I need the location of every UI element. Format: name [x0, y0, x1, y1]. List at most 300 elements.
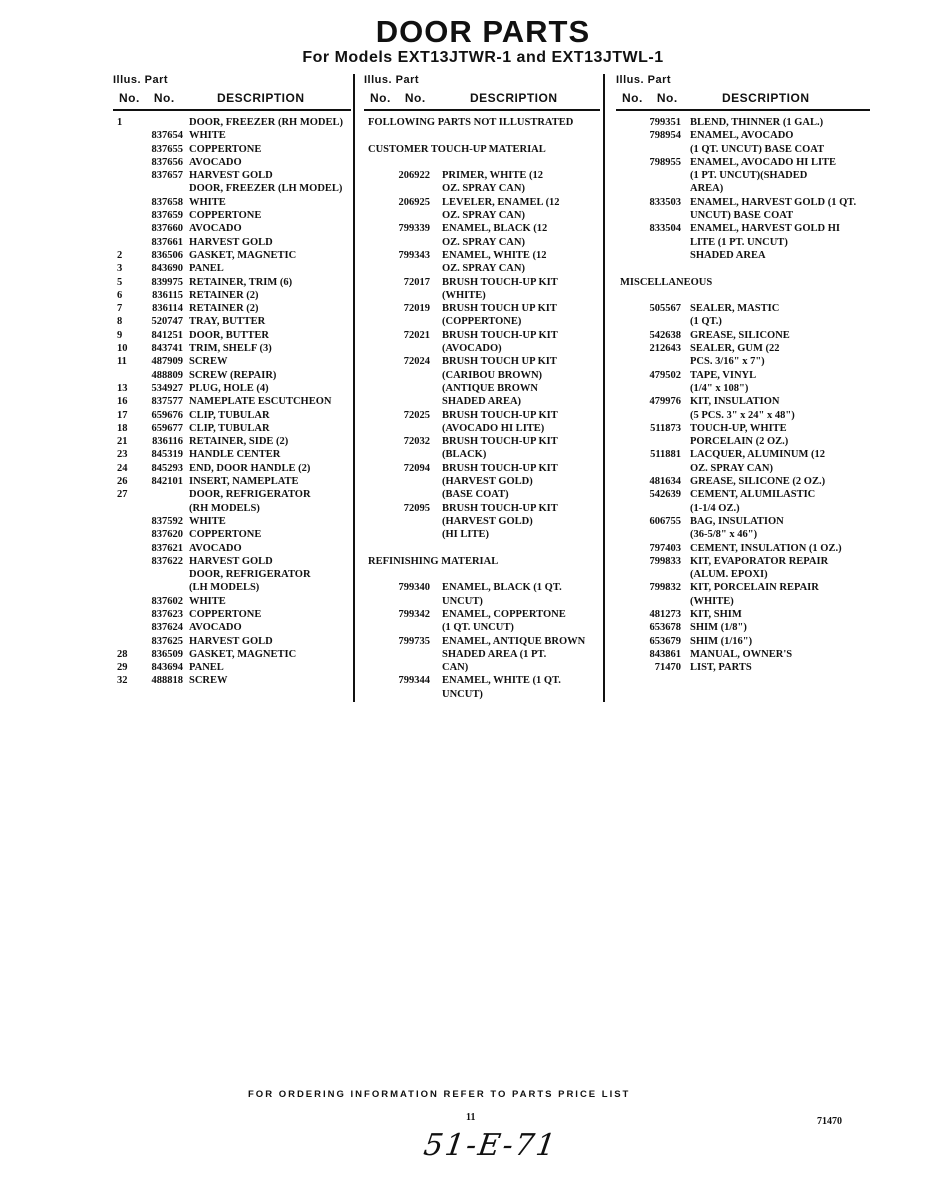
part-number: 837602 — [151, 595, 183, 607]
part-description: BRUSH TOUCH-UP KIT — [442, 502, 558, 514]
parts-row — [364, 169, 600, 182]
part-number: 843861 — [649, 648, 681, 660]
parts-row — [364, 249, 600, 262]
part-description: PANEL — [189, 662, 224, 674]
part-number: 837658 — [151, 196, 183, 208]
part-number: 72024 — [403, 356, 430, 368]
header-illus: Illus. — [616, 74, 645, 86]
part-description: SCREW — [189, 356, 228, 368]
parts-row — [113, 169, 351, 182]
parts-row — [113, 116, 351, 129]
part-description: END, DOOR HANDLE (2) — [189, 462, 311, 474]
illus-number: 24 — [117, 462, 128, 474]
illus-number: 27 — [117, 489, 128, 501]
parts-row — [364, 289, 600, 302]
part-number: 837577 — [151, 396, 183, 408]
illus-number: 7 — [117, 303, 123, 315]
part-description: (1/4" x 108") — [690, 382, 749, 394]
parts-row — [113, 289, 351, 302]
part-number: 542639 — [649, 489, 681, 501]
part-number: 799832 — [649, 582, 681, 594]
illus-number: 10 — [117, 343, 128, 355]
part-description: GASKET, MAGNETIC — [189, 648, 297, 660]
parts-column-2 — [364, 73, 600, 701]
parts-row — [113, 329, 351, 342]
part-description: DOOR, REFRIGERATOR — [189, 569, 311, 581]
part-description: INSERT, NAMEPLATE — [189, 476, 299, 488]
part-number: 520747 — [151, 316, 183, 328]
parts-row — [616, 448, 870, 461]
section-heading — [364, 116, 600, 143]
part-description: ENAMEL, HARVEST GOLD (1 QT. — [690, 196, 857, 208]
parts-row — [113, 635, 351, 648]
part-description: AVOCADO — [189, 156, 242, 168]
column-header — [616, 73, 870, 111]
parts-row — [616, 156, 870, 169]
parts-row — [113, 156, 351, 169]
part-description: OZ. SPRAY CAN) — [442, 263, 525, 275]
parts-row — [364, 502, 600, 515]
illus-number: 28 — [117, 648, 128, 660]
part-description: CAN) — [442, 662, 469, 674]
part-number: 481634 — [649, 476, 681, 488]
illus-number: 32 — [117, 675, 128, 687]
parts-row — [113, 621, 351, 634]
part-number: 505567 — [649, 303, 681, 315]
part-description: KIT, INSULATION — [690, 396, 780, 408]
part-number: 479976 — [649, 396, 681, 408]
part-number: 799343 — [398, 249, 430, 261]
parts-row — [113, 595, 351, 608]
part-description: GREASE, SILICONE (2 OZ.) — [690, 476, 826, 488]
part-number: 606755 — [649, 515, 681, 527]
parts-row — [616, 355, 870, 368]
part-number: 799735 — [398, 635, 430, 647]
parts-row — [616, 222, 870, 235]
part-number: 72094 — [403, 462, 430, 474]
part-description: LEVELER, ENAMEL (12 — [442, 196, 560, 208]
part-number: 511881 — [650, 449, 681, 461]
parts-row — [113, 369, 351, 382]
part-number: 799344 — [398, 675, 430, 687]
parts-row — [364, 621, 600, 634]
part-number: 837622 — [151, 555, 183, 567]
section-heading — [616, 276, 870, 303]
parts-row — [113, 302, 351, 315]
part-description: RETAINER (2) — [189, 289, 259, 301]
part-number: 837592 — [151, 515, 183, 527]
part-number: 799339 — [398, 223, 430, 235]
part-description: (LH MODELS) — [189, 582, 260, 594]
parts-row — [616, 209, 870, 222]
part-number: 843741 — [151, 343, 183, 355]
parts-row — [364, 608, 600, 621]
parts-row — [113, 661, 351, 674]
part-description: ENAMEL, AVOCADO — [690, 130, 794, 142]
parts-row — [364, 674, 600, 687]
part-number: 836506 — [151, 249, 183, 261]
part-description: TRIM, SHELF (3) — [189, 343, 272, 355]
part-description: UNCUT) BASE COAT — [690, 210, 794, 222]
part-number: 837656 — [151, 156, 183, 168]
parts-row — [616, 302, 870, 315]
part-description: SHADED AREA — [690, 249, 766, 261]
part-description: (1-1/4 OZ.) — [690, 502, 740, 514]
parts-row — [113, 462, 351, 475]
part-description: OZ. SPRAY CAN) — [442, 183, 525, 195]
parts-row — [364, 462, 600, 475]
page-subtitle: For Models EXT13JTWR-1 and EXT13JTWL-1 — [302, 49, 664, 66]
parts-row — [113, 236, 351, 249]
part-description: HARVEST GOLD — [189, 555, 273, 567]
part-description: AREA) — [690, 183, 724, 195]
parts-row — [364, 302, 600, 315]
part-description: (AVOCADO HI LITE) — [442, 422, 545, 434]
parts-row — [616, 116, 870, 129]
part-number: 837655 — [151, 143, 183, 155]
part-description: AVOCADO — [189, 542, 242, 554]
part-description: ENAMEL, BLACK (12 — [442, 223, 548, 235]
parts-row — [616, 342, 870, 355]
part-description: ENAMEL, COPPERTONE — [442, 608, 566, 620]
part-number: 797403 — [649, 542, 681, 554]
parts-row — [364, 395, 600, 408]
section-heading — [364, 555, 600, 582]
parts-row — [113, 315, 351, 328]
parts-row — [113, 355, 351, 368]
illus-number: 5 — [117, 276, 123, 288]
part-number: 798954 — [649, 130, 681, 142]
illus-number: 13 — [117, 382, 128, 394]
part-number: 659677 — [151, 422, 183, 434]
part-number: 799340 — [398, 582, 430, 594]
part-number: 841251 — [151, 329, 183, 341]
part-number: 837621 — [151, 542, 183, 554]
parts-row — [113, 502, 351, 515]
section-heading-text: REFINISHING MATERIAL — [368, 555, 499, 567]
part-description: BRUSH TOUCH-UP KIT — [442, 276, 558, 288]
part-description: ENAMEL, WHITE (1 QT. — [442, 675, 561, 687]
header-line-2 — [622, 91, 810, 105]
part-description: NAMEPLATE ESCUTCHEON — [189, 396, 332, 408]
illus-number: 21 — [117, 436, 128, 448]
parts-row — [113, 515, 351, 528]
parts-row — [113, 648, 351, 661]
part-description: LACQUER, ALUMINUM (12 — [690, 449, 826, 461]
part-number: 837659 — [151, 210, 183, 222]
header-description: DESCRIPTION — [722, 91, 810, 105]
part-description: CEMENT, ALUMILASTIC — [690, 489, 816, 501]
parts-list — [616, 111, 870, 674]
parts-row — [113, 262, 351, 275]
part-description: PORCELAIN (2 OZ.) — [690, 436, 789, 448]
header-illus: Illus. — [364, 74, 393, 86]
part-description: BRUSH TOUCH-UP KIT — [442, 462, 558, 474]
section-heading-text: CUSTOMER TOUCH-UP MATERIAL — [368, 143, 546, 155]
illus-number: 8 — [117, 316, 123, 328]
header-line-1 — [113, 74, 168, 86]
part-description: PCS. 3/16" x 7") — [690, 356, 765, 368]
parts-row — [113, 448, 351, 461]
part-description: ENAMEL, BLACK (1 QT. — [442, 582, 562, 594]
parts-row — [113, 475, 351, 488]
part-number: 653678 — [649, 622, 681, 634]
part-description: RETAINER (2) — [189, 303, 259, 315]
parts-row — [113, 674, 351, 687]
part-number: 837620 — [151, 529, 183, 541]
part-number: 479502 — [649, 369, 681, 381]
part-description: COPPERTONE — [189, 608, 262, 620]
part-description: SHIM (1/8") — [690, 622, 747, 634]
part-description: (COPPERTONE) — [442, 316, 522, 328]
part-description: ENAMEL, HARVEST GOLD HI — [690, 223, 840, 235]
parts-row — [113, 488, 351, 501]
part-description: OZ. SPRAY CAN) — [442, 210, 525, 222]
part-number: 836116 — [152, 436, 183, 448]
part-description: SHIM (1/16") — [690, 635, 753, 647]
parts-row — [616, 515, 870, 528]
column-divider — [603, 74, 605, 702]
part-number: 842101 — [151, 476, 183, 488]
header-part: Part — [144, 74, 169, 86]
part-number: 488818 — [151, 675, 183, 687]
part-description: CLIP, TUBULAR — [189, 409, 270, 421]
parts-row — [364, 196, 600, 209]
parts-row — [616, 488, 870, 501]
parts-row — [364, 355, 600, 368]
parts-row — [113, 435, 351, 448]
illus-number: 2 — [117, 249, 123, 261]
parts-row — [616, 462, 870, 475]
parts-row — [616, 182, 870, 195]
parts-row — [113, 528, 351, 541]
part-description: (BASE COAT) — [442, 489, 509, 501]
parts-row — [364, 448, 600, 461]
part-number: 72032 — [403, 436, 430, 448]
parts-row — [364, 688, 600, 701]
parts-row — [616, 236, 870, 249]
part-description: RETAINER, SIDE (2) — [189, 436, 289, 448]
part-description: (AVOCADO) — [442, 343, 502, 355]
part-description: UNCUT) — [442, 595, 483, 607]
part-number: 837654 — [151, 130, 183, 142]
part-number: 799342 — [398, 608, 430, 620]
parts-row — [113, 409, 351, 422]
parts-row — [113, 382, 351, 395]
parts-row — [113, 395, 351, 408]
header-no: No. — [153, 91, 175, 105]
part-description: SCREW (REPAIR) — [189, 369, 277, 381]
parts-row — [616, 435, 870, 448]
part-number: 206925 — [398, 196, 430, 208]
part-number: 837625 — [151, 635, 183, 647]
part-number: 836114 — [152, 303, 183, 315]
parts-row — [364, 648, 600, 661]
part-number: 833504 — [649, 223, 681, 235]
part-description: SCREW — [189, 675, 228, 687]
parts-row — [113, 568, 351, 581]
handwritten-note: 51-E-71 — [421, 1128, 560, 1163]
part-description: (HARVEST GOLD) — [442, 476, 533, 488]
part-number: 653679 — [649, 635, 681, 647]
parts-row — [364, 422, 600, 435]
part-description: DOOR, REFRIGERATOR — [189, 489, 311, 501]
parts-row — [113, 422, 351, 435]
part-description: LIST, PARTS — [690, 662, 752, 674]
part-number: 839975 — [151, 276, 183, 288]
part-description: COPPERTONE — [189, 210, 262, 222]
part-description: AVOCADO — [189, 622, 242, 634]
parts-row — [364, 661, 600, 674]
part-description: KIT, EVAPORATOR REPAIR — [690, 555, 829, 567]
part-number: 799833 — [649, 555, 681, 567]
part-number: 836509 — [151, 648, 183, 660]
parts-row — [616, 143, 870, 156]
part-description: (5 PCS. 3" x 24" x 48") — [690, 409, 795, 421]
header-no: No. — [656, 91, 678, 105]
part-description: (HI LITE) — [442, 529, 489, 541]
header-description: DESCRIPTION — [470, 91, 558, 105]
part-description: BRUSH TOUCH-UP KIT — [442, 409, 558, 421]
parts-row — [616, 395, 870, 408]
part-description: TRAY, BUTTER — [189, 316, 266, 328]
part-description: TOUCH-UP, WHITE — [690, 422, 787, 434]
part-description: ENAMEL, AVOCADO HI LITE — [690, 156, 837, 168]
parts-row — [113, 542, 351, 555]
parts-row — [113, 581, 351, 594]
parts-row — [616, 581, 870, 594]
part-description: (1 PT. UNCUT)(SHADED — [690, 170, 808, 182]
parts-row — [616, 621, 870, 634]
part-number: 837624 — [151, 622, 183, 634]
part-number: 837661 — [151, 236, 183, 248]
illus-number: 26 — [117, 476, 128, 488]
part-description: WHITE — [189, 130, 226, 142]
parts-row — [113, 143, 351, 156]
part-description: (36-5/8" x 46") — [690, 529, 758, 541]
header-illus: Illus. — [113, 74, 142, 86]
part-description: (HARVEST GOLD) — [442, 515, 533, 527]
part-description: WHITE — [189, 196, 226, 208]
parts-row — [364, 595, 600, 608]
part-description: KIT, PORCELAIN REPAIR — [690, 582, 819, 594]
part-number: 72021 — [403, 329, 430, 341]
part-description: CEMENT, INSULATION (1 OZ.) — [690, 542, 842, 554]
part-description: OZ. SPRAY CAN) — [690, 462, 773, 474]
part-description: TAPE, VINYL — [690, 369, 757, 381]
part-number: 799351 — [649, 117, 681, 128]
part-description: PLUG, HOLE (4) — [189, 382, 269, 394]
parts-row — [616, 329, 870, 342]
ordering-note: FOR ORDERING INFORMATION REFER TO PARTS PRICE LIST — [248, 1089, 631, 1100]
section-heading-text: MISCELLANEOUS — [620, 276, 713, 288]
part-number: 845293 — [151, 462, 183, 474]
parts-row — [616, 249, 870, 262]
header-description: DESCRIPTION — [217, 91, 305, 105]
part-description: (WHITE) — [442, 289, 486, 301]
illus-number: 18 — [117, 422, 128, 434]
parts-row — [113, 342, 351, 355]
parts-row — [364, 515, 600, 528]
parts-column-3 — [616, 73, 870, 674]
part-description: (ALUM. EPOXI) — [690, 569, 768, 581]
parts-row — [364, 329, 600, 342]
part-number: 843694 — [151, 662, 183, 674]
parts-row — [113, 276, 351, 289]
parts-row — [113, 555, 351, 568]
part-number: 206922 — [398, 170, 430, 182]
parts-row — [616, 169, 870, 182]
part-description: CLIP, TUBULAR — [189, 422, 270, 434]
parts-row — [364, 369, 600, 382]
part-description: KIT, SHIM — [690, 608, 742, 620]
part-number: 837660 — [151, 223, 183, 235]
part-description: ENAMEL, ANTIQUE BROWN — [442, 635, 586, 647]
section-heading-text: FOLLOWING PARTS NOT ILLUSTRATED — [368, 117, 574, 128]
page-number: 11 — [466, 1112, 476, 1123]
part-description: SHADED AREA (1 PT. — [442, 648, 547, 660]
parts-row — [113, 209, 351, 222]
parts-row — [616, 568, 870, 581]
part-description: BRUSH TOUCH-UP KIT — [442, 436, 558, 448]
part-number: 659676 — [151, 409, 183, 421]
part-description: HARVEST GOLD — [189, 236, 273, 248]
parts-row — [616, 129, 870, 142]
part-description: DOOR, FREEZER (RH MODEL) — [189, 117, 344, 128]
part-description: HARVEST GOLD — [189, 170, 273, 182]
parts-row — [364, 182, 600, 195]
part-description: (CARIBOU BROWN) — [442, 369, 543, 381]
parts-row — [616, 502, 870, 515]
part-number: 534927 — [151, 382, 183, 394]
parts-row — [113, 196, 351, 209]
header-line-2 — [370, 91, 558, 105]
header-part: Part — [395, 74, 420, 86]
part-description: (ANTIQUE BROWN — [442, 382, 538, 394]
parts-row — [364, 475, 600, 488]
part-description: AVOCADO — [189, 223, 242, 235]
part-description: OZ. SPRAY CAN) — [442, 236, 525, 248]
parts-row — [364, 276, 600, 289]
part-description: WHITE — [189, 595, 226, 607]
parts-list — [113, 111, 351, 688]
part-description: WHITE — [189, 515, 226, 527]
parts-row — [364, 209, 600, 222]
part-description: (BLACK) — [442, 449, 487, 461]
parts-row — [364, 409, 600, 422]
part-number: 72017 — [403, 276, 430, 288]
part-description: (1 QT.) — [690, 316, 722, 328]
part-number: 511873 — [650, 422, 681, 434]
part-description: BRUSH TOUCH UP KIT — [442, 356, 557, 368]
part-description: UNCUT) — [442, 688, 483, 700]
column-header — [364, 73, 600, 111]
parts-row — [113, 608, 351, 621]
part-description: (RH MODELS) — [189, 502, 260, 514]
part-number: 843690 — [151, 263, 183, 275]
part-description: SEALER, GUM (22 — [690, 343, 780, 355]
part-description: ENAMEL, WHITE (12 — [442, 249, 547, 261]
parts-row — [364, 528, 600, 541]
parts-row — [364, 315, 600, 328]
parts-row — [616, 369, 870, 382]
header-no: No. — [370, 91, 391, 105]
parts-row — [616, 661, 870, 674]
column-divider — [353, 74, 355, 702]
part-description: COPPERTONE — [189, 529, 262, 541]
header-no: No. — [404, 91, 426, 105]
illus-number: 16 — [117, 396, 128, 408]
